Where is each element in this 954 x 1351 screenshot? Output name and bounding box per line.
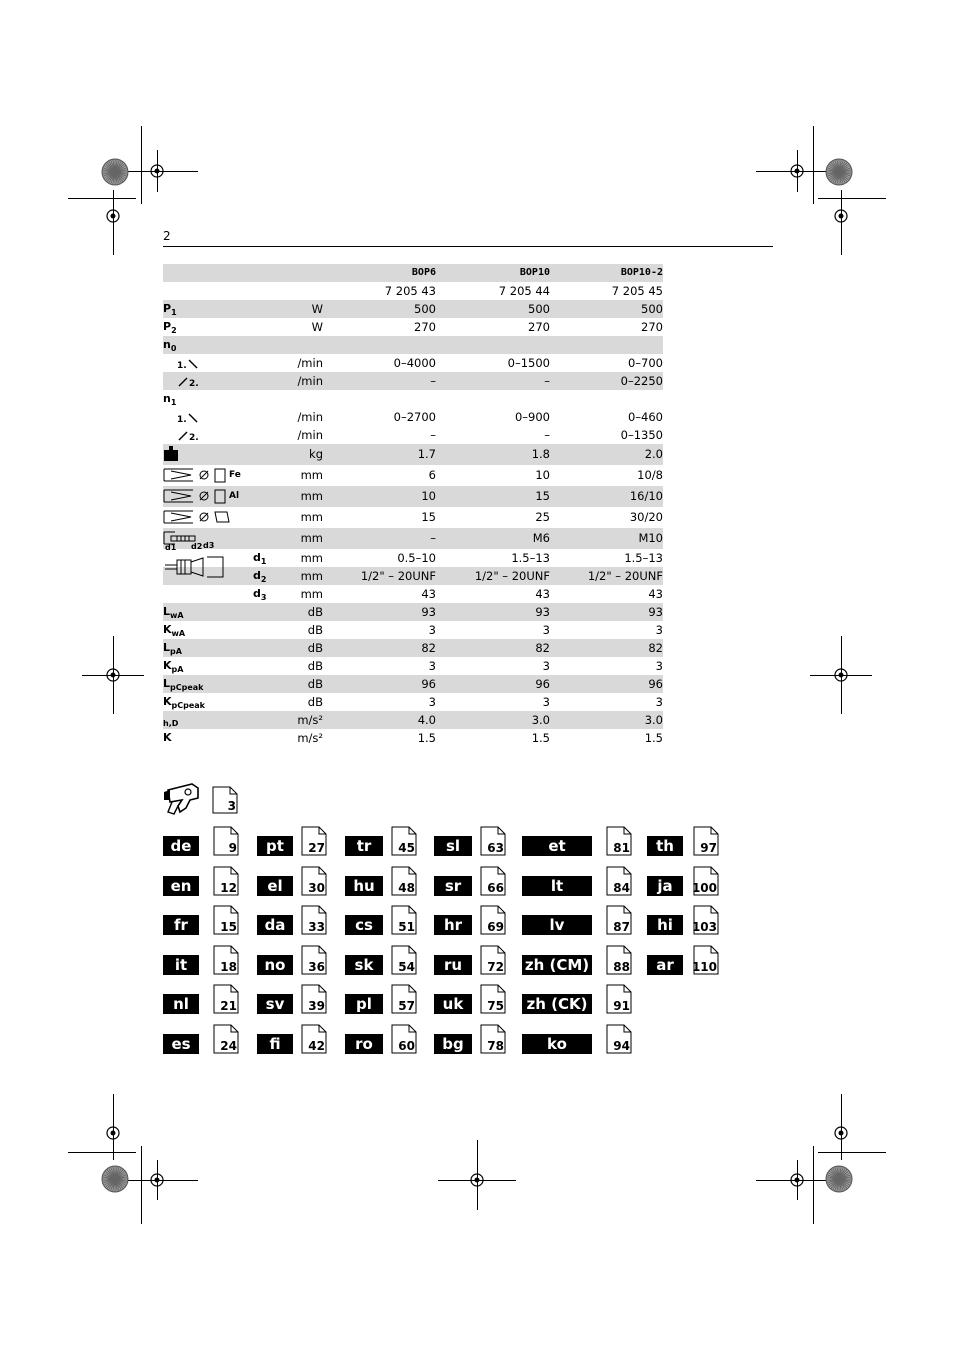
unit: dB <box>307 659 323 673</box>
label-subscript: h,D <box>163 719 179 729</box>
page-number-ref: 97 <box>700 841 717 855</box>
table-row <box>163 657 663 675</box>
value-bop10-2: 30/20 <box>629 510 663 524</box>
value-bop10: 3 <box>542 623 550 637</box>
label-subscript: pCpeak <box>171 701 205 711</box>
value-bop10: 10 <box>535 468 550 482</box>
page-reference <box>693 945 719 975</box>
label-subscript: 2 <box>260 575 267 585</box>
page-reference <box>213 905 239 935</box>
page-reference <box>213 826 239 856</box>
page-reference <box>213 984 239 1014</box>
table-row <box>163 426 663 444</box>
language-code: lv <box>522 915 592 935</box>
model-name: BOP10 <box>519 267 550 278</box>
table-row <box>163 444 663 465</box>
label-text: n <box>163 392 171 405</box>
language-code: no <box>257 955 293 975</box>
table-row <box>163 693 663 711</box>
unit: mm <box>300 489 323 503</box>
language-code: fi <box>257 1034 293 1054</box>
language-code: sv <box>257 994 293 1014</box>
table-row <box>163 585 663 603</box>
language-code: sr <box>434 876 472 896</box>
page-reference <box>693 826 719 856</box>
value-bop10-2: 1.5–13 <box>624 551 663 565</box>
value-bop6: 82 <box>421 641 436 655</box>
crosshair-mark <box>831 665 851 685</box>
unit: dB <box>307 623 323 637</box>
value-bop10: 1.5 <box>531 731 550 745</box>
table-row <box>163 675 663 693</box>
table-header-order-numbers <box>163 282 663 300</box>
label-text: n <box>163 338 171 351</box>
label-text: d <box>253 569 261 582</box>
value-bop10-2: 3 <box>655 659 663 673</box>
value-bop6: 3 <box>428 695 436 709</box>
label-subscript: 2 <box>171 326 177 336</box>
chuck-dimension-tag: d3 <box>203 541 215 550</box>
table-row <box>163 486 663 507</box>
page-number-ref: 57 <box>398 999 415 1014</box>
page-number-ref: 27 <box>308 841 325 855</box>
value-bop10-2: 16/10 <box>629 489 663 503</box>
table-row <box>163 621 663 639</box>
page-reference <box>693 905 719 935</box>
page-number-ref: 66 <box>487 880 504 895</box>
page-reference <box>606 984 632 1014</box>
language-code: sl <box>434 836 472 856</box>
page-reference <box>213 866 239 896</box>
page-number-ref: 69 <box>487 920 504 935</box>
parameter-label <box>163 729 172 751</box>
table-row <box>163 549 663 567</box>
language-code: hr <box>434 915 472 935</box>
crop-line <box>141 1146 142 1224</box>
language-code: zh (CM) <box>522 955 592 975</box>
unit: mm <box>300 587 323 601</box>
language-code: de <box>163 836 199 856</box>
page-number-ref: 18 <box>220 959 237 974</box>
page-number-ref: 21 <box>220 999 237 1014</box>
page-reference <box>301 1024 327 1054</box>
weight-icon <box>163 445 179 461</box>
value-bop10-2: 0–2250 <box>620 374 663 388</box>
page-number-ref: 24 <box>220 1039 237 1053</box>
value-bop6: 3 <box>428 623 436 637</box>
table-row <box>163 507 663 528</box>
order-number: 7 205 43 <box>384 284 436 298</box>
page-reference <box>480 1024 506 1054</box>
label-subscript: pA <box>171 665 184 675</box>
table-row <box>163 300 663 318</box>
table-row <box>163 336 663 354</box>
language-code: da <box>257 915 293 935</box>
value-bop10-2: 270 <box>641 320 663 334</box>
color-rosette-mark <box>825 158 853 186</box>
page-number-ref: 91 <box>613 999 630 1014</box>
language-code: pl <box>345 994 383 1014</box>
label-subscript: 1 <box>171 308 177 318</box>
page-number-ref: 78 <box>487 1039 504 1053</box>
order-number: 7 205 44 <box>498 284 550 298</box>
crop-line <box>818 198 886 199</box>
crop-line <box>813 1146 814 1224</box>
unit: /min <box>297 374 323 388</box>
value-bop10: 15 <box>535 489 550 503</box>
value-bop10: 0–900 <box>514 410 550 424</box>
crop-line <box>68 198 136 199</box>
gear-label: 2. <box>189 379 199 389</box>
color-rosette-mark <box>101 158 129 186</box>
value-bop10-2: 3.0 <box>644 713 663 727</box>
value-bop10: 1.5–13 <box>511 551 550 565</box>
value-bop10-2: 3 <box>655 695 663 709</box>
language-code: ar <box>647 955 683 975</box>
value-bop6: 0–2700 <box>393 410 436 424</box>
drill-wood-icon <box>163 508 233 526</box>
page-number-ref: 81 <box>613 841 630 855</box>
crop-line <box>813 126 814 204</box>
value-bop6: – <box>430 428 436 442</box>
page-reference <box>391 905 417 935</box>
page-number-ref: 72 <box>487 959 504 974</box>
label-text: K <box>163 659 172 672</box>
value-bop10-2: 1/2" – 20UNF <box>587 569 663 583</box>
page-reference <box>606 826 632 856</box>
page-number-ref: 42 <box>308 1039 325 1053</box>
value-bop10-2: 0–460 <box>627 410 663 424</box>
label-text: P <box>163 302 172 315</box>
label-text: K <box>163 695 172 708</box>
language-code: cs <box>345 915 383 935</box>
page-number-ref: 30 <box>308 880 325 895</box>
crop-line <box>141 126 142 204</box>
table-row <box>163 354 663 372</box>
value-bop10-2: M10 <box>638 531 663 545</box>
page-number-ref: 45 <box>398 841 415 855</box>
label-text: d <box>253 587 261 600</box>
table-row <box>163 372 663 390</box>
label-subscript: wA <box>170 611 184 621</box>
value-bop10: 96 <box>535 677 550 691</box>
crop-line <box>818 1152 886 1153</box>
page-number-ref: 60 <box>398 1039 415 1053</box>
language-code: sk <box>345 955 383 975</box>
value-bop6: 96 <box>421 677 436 691</box>
crop-line <box>68 1152 136 1153</box>
page-reference <box>480 905 506 935</box>
page-number-ref: 88 <box>613 959 630 974</box>
value-bop10: – <box>544 428 550 442</box>
unit: dB <box>307 695 323 709</box>
language-code: ja <box>647 876 683 896</box>
page-reference <box>301 905 327 935</box>
model-name: BOP6 <box>411 267 436 278</box>
value-bop10-2: 0–1350 <box>620 428 663 442</box>
table-row <box>163 528 663 549</box>
value-bop10: 25 <box>535 510 550 524</box>
page-number-ref: 87 <box>613 920 630 935</box>
chuck-dimension-tag: d1 <box>165 543 177 552</box>
language-code: ro <box>345 1034 383 1054</box>
gear-label: 1. <box>177 361 187 371</box>
crosshair-mark <box>103 206 123 226</box>
page-number-ref: 33 <box>308 920 325 935</box>
spec-table <box>163 264 663 747</box>
page-reference <box>606 1024 632 1054</box>
page-reference <box>213 945 239 975</box>
unit: dB <box>307 641 323 655</box>
page-number-ref: 15 <box>220 920 237 935</box>
language-code: lt <box>522 876 592 896</box>
chuck-dimension-tag: d2 <box>191 542 203 551</box>
value-bop10-2: 10/8 <box>637 468 663 482</box>
table-header-models <box>163 264 663 282</box>
language-code: tr <box>345 836 383 856</box>
table-row <box>163 408 663 426</box>
page-reference <box>693 866 719 896</box>
crosshair-mark <box>103 665 123 685</box>
crosshair-mark <box>831 1123 851 1143</box>
label-text: d <box>253 551 261 564</box>
language-code: hu <box>345 876 383 896</box>
label-subscript: pA <box>170 647 182 657</box>
value-bop6: 15 <box>421 510 436 524</box>
value-bop10: 270 <box>528 320 550 334</box>
page-reference <box>606 905 632 935</box>
material-symbol: Al <box>229 491 240 501</box>
unit: mm <box>300 510 323 524</box>
value-bop6: 0.5–10 <box>397 551 436 565</box>
page-reference <box>480 866 506 896</box>
unit: mm <box>300 531 323 545</box>
language-code: ko <box>522 1034 592 1054</box>
value-bop6: – <box>430 531 436 545</box>
label-text: P <box>163 320 172 333</box>
value-bop6: 43 <box>421 587 436 601</box>
label-text: L <box>163 641 171 654</box>
crosshair-mark <box>831 206 851 226</box>
unit: dB <box>307 677 323 691</box>
table-row <box>163 639 663 657</box>
page-reference <box>391 984 417 1014</box>
model-name: BOP10-2 <box>620 267 663 278</box>
language-code: pt <box>257 836 293 856</box>
header-rule <box>163 246 773 247</box>
page-reference <box>480 826 506 856</box>
page-number-ref: 39 <box>308 999 325 1014</box>
page-number-ref: 84 <box>613 880 630 895</box>
overview-page-number: 3 <box>227 799 236 813</box>
value-bop10-2: 82 <box>648 641 663 655</box>
label-subscript: 1 <box>170 398 177 408</box>
value-bop6: 93 <box>421 605 436 619</box>
value-bop10-2: 500 <box>641 302 663 316</box>
gear-label: 1. <box>177 415 187 425</box>
label-text: K <box>163 623 172 636</box>
value-bop10: 500 <box>528 302 550 316</box>
value-bop10-2: 93 <box>648 605 663 619</box>
table-row <box>163 711 663 729</box>
unit: mm <box>300 551 323 565</box>
unit: mm <box>300 468 323 482</box>
value-bop10: 1/2" – 20UNF <box>474 569 550 583</box>
language-code: bg <box>434 1034 472 1054</box>
value-bop10-2: 43 <box>648 587 663 601</box>
crosshair-mark <box>467 1170 487 1190</box>
page-reference <box>391 826 417 856</box>
label-text: L <box>163 605 171 618</box>
value-bop6: 1.5 <box>417 731 436 745</box>
language-code: th <box>647 836 683 856</box>
unit: /min <box>297 356 323 370</box>
table-row <box>163 567 663 585</box>
page-reference <box>301 866 327 896</box>
page-reference <box>391 945 417 975</box>
order-number: 7 205 45 <box>611 284 663 298</box>
unit: /min <box>297 428 323 442</box>
crosshair-mark <box>787 161 807 181</box>
page-reference <box>301 945 327 975</box>
page-reference <box>391 1024 417 1054</box>
value-bop6: 1.7 <box>417 447 436 461</box>
value-bop10-2: 96 <box>648 677 663 691</box>
table-row <box>163 729 663 747</box>
value-bop10: 1.8 <box>531 447 550 461</box>
page-number-ref: 94 <box>613 1039 630 1053</box>
gear-label: 2. <box>189 433 199 443</box>
page-reference <box>213 1024 239 1054</box>
page-number-ref: 36 <box>308 959 325 974</box>
label-text: L <box>163 677 171 690</box>
value-bop10-2: 0–700 <box>627 356 663 370</box>
language-code: es <box>163 1034 199 1054</box>
page-number-ref: 12 <box>220 880 237 895</box>
value-bop10: 93 <box>535 605 550 619</box>
value-bop10: – <box>544 374 550 388</box>
table-row <box>163 318 663 336</box>
page-reference <box>606 945 632 975</box>
page-reference <box>480 984 506 1014</box>
value-bop10: 0–1500 <box>507 356 550 370</box>
unit: m/s² <box>297 731 323 745</box>
label-subscript: wA <box>171 629 186 639</box>
table-row <box>163 465 663 486</box>
language-code: it <box>163 955 199 975</box>
rotary-hammer-icon <box>162 778 202 816</box>
page-number-ref: 9 <box>228 841 237 855</box>
page-reference <box>391 866 417 896</box>
language-code: nl <box>163 994 199 1014</box>
value-bop6: 500 <box>414 302 436 316</box>
label-subscript: pCpeak <box>170 683 204 693</box>
language-code: hi <box>647 915 683 935</box>
color-rosette-mark <box>101 1165 129 1193</box>
crosshair-mark <box>103 1123 123 1143</box>
value-bop10: M6 <box>532 531 550 545</box>
crosshair-mark <box>147 161 167 181</box>
page-number-ref: 54 <box>398 959 415 974</box>
material-symbol: Fe <box>229 470 241 480</box>
label-subscript: 0 <box>170 344 177 354</box>
unit: mm <box>300 569 323 583</box>
unit: W <box>311 320 323 334</box>
table-row <box>163 603 663 621</box>
page-reference <box>301 826 327 856</box>
value-bop6: 4.0 <box>417 713 436 727</box>
value-bop6: 270 <box>414 320 436 334</box>
language-code: el <box>257 876 293 896</box>
value-bop10-2: 2.0 <box>644 447 663 461</box>
unit: m/s² <box>297 713 323 727</box>
label-subscript: 1 <box>260 557 267 567</box>
page-number-ref: 103 <box>691 920 717 935</box>
language-code: en <box>163 876 199 896</box>
value-bop10-2: 3 <box>655 623 663 637</box>
language-code: uk <box>434 994 472 1014</box>
table-body <box>163 300 663 747</box>
page-reference <box>480 945 506 975</box>
table-row <box>163 390 663 408</box>
color-rosette-mark <box>825 1165 853 1193</box>
value-bop6: 6 <box>428 468 436 482</box>
value-bop10-2: 1.5 <box>644 731 663 745</box>
crosshair-mark <box>787 1170 807 1190</box>
value-bop10: 43 <box>535 587 550 601</box>
value-bop10: 3.0 <box>531 713 550 727</box>
label-text: K <box>163 731 172 744</box>
value-bop10: 3 <box>542 695 550 709</box>
page-number-ref: 51 <box>398 920 415 935</box>
value-bop6: – <box>430 374 436 388</box>
value-bop10: 3 <box>542 659 550 673</box>
unit: W <box>311 302 323 316</box>
crosshair-mark <box>147 1170 167 1190</box>
value-bop10: 82 <box>535 641 550 655</box>
language-code: et <box>522 836 592 856</box>
page-number-ref: 110 <box>691 959 717 974</box>
page-number: 2 <box>163 229 171 243</box>
language-code: ru <box>434 955 472 975</box>
language-code: fr <box>163 915 199 935</box>
value-bop6: 10 <box>421 489 436 503</box>
unit: /min <box>297 410 323 424</box>
page-number-ref: 63 <box>487 841 504 855</box>
value-bop6: 1/2" – 20UNF <box>360 569 436 583</box>
unit: dB <box>307 605 323 619</box>
page-number-ref: 100 <box>691 880 717 895</box>
page-reference <box>606 866 632 896</box>
value-bop6: 0–4000 <box>393 356 436 370</box>
page-reference <box>301 984 327 1014</box>
label-subscript: 3 <box>260 593 267 603</box>
overview-page-ref[interactable] <box>212 786 238 814</box>
page-number-ref: 48 <box>398 880 415 895</box>
value-bop6: 3 <box>428 659 436 673</box>
page-number-ref: 75 <box>487 999 504 1014</box>
unit: kg <box>309 447 323 461</box>
language-code: zh (CK) <box>522 994 592 1014</box>
